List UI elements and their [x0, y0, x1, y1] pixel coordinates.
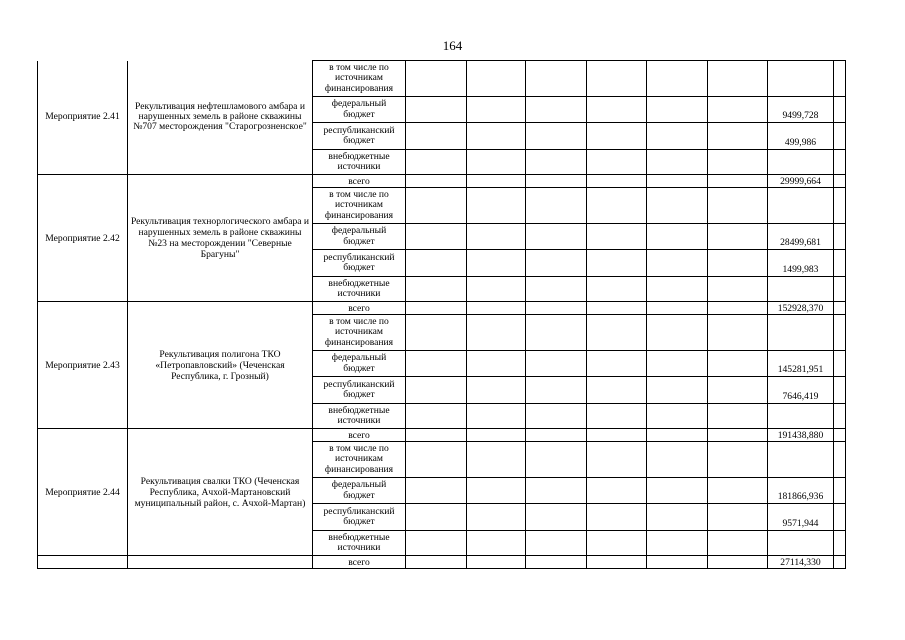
- source-label: федеральный бюджет: [313, 478, 406, 504]
- total-cell: 27114,330: [768, 556, 834, 569]
- source-label: республиканский бюджет: [313, 123, 406, 150]
- table-row: [38, 61, 846, 97]
- source-label: в том числе по источникам финансирования: [313, 442, 406, 478]
- measure-title: Рекультивация полигона ТКО «Петропавловский» (Чеченская Республика, г. Грозный): [128, 302, 313, 429]
- value-cell: 7646,419: [768, 377, 834, 404]
- value-cell: 499,986: [768, 123, 834, 150]
- source-label: республиканский бюджет: [313, 250, 406, 277]
- measure-title: [128, 556, 313, 569]
- value-cell: 145281,951: [768, 351, 834, 377]
- measure-title: Рекультивация свалки ТКО (Чеченская Республика, Ачхой-Мартановский муниципальный район, с. Ачхой-Мартан): [128, 429, 313, 556]
- measure-cell: Мероприятие 2.44: [38, 429, 128, 556]
- source-label: в том числе по источникам финансирования: [313, 315, 406, 351]
- total-cell: 191438,880: [768, 429, 834, 442]
- value-cell: 9571,944: [768, 504, 834, 531]
- total-cell: 29999,664: [768, 175, 834, 188]
- table-row: [38, 175, 846, 188]
- table-body: [38, 61, 846, 569]
- value-cell: 181866,936: [768, 478, 834, 504]
- table-row: [38, 302, 846, 315]
- table-row: [38, 556, 846, 569]
- measure-cell: Мероприятие 2.42: [38, 175, 128, 302]
- source-label: федеральный бюджет: [313, 351, 406, 377]
- measure-cell: Мероприятие 2.43: [38, 302, 128, 429]
- total-cell: 152928,370: [768, 302, 834, 315]
- page-number: 164: [442, 38, 463, 53]
- source-label: всего: [313, 429, 406, 442]
- source-label: внебюджетные источники: [313, 277, 406, 302]
- source-label: в том числе по источникам финансирования: [313, 61, 406, 97]
- table-row: [38, 429, 846, 442]
- value-cell: 9499,728: [768, 97, 834, 123]
- measure-cell: Мероприятие 2.41: [38, 61, 128, 175]
- source-label: в том числе по источникам финансирования: [313, 188, 406, 224]
- measure-title: Рекультивация нефтешламового амбара и нарушенных земель в районе скважины №707 месторождения "Старогрозненское": [128, 61, 313, 175]
- source-label: всего: [313, 302, 406, 315]
- value-cell: 28499,681: [768, 224, 834, 250]
- source-label: республиканский бюджет: [313, 377, 406, 404]
- measure-title: Рекультивация технорлогического амбара и нарушенных земель в районе скважины №23 на месторождении "Северные Брагуны": [128, 175, 313, 302]
- source-label: федеральный бюджет: [313, 97, 406, 123]
- source-label: внебюджетные источники: [313, 531, 406, 556]
- value-cell: 1499,983: [768, 250, 834, 277]
- measure-cell: [38, 556, 128, 569]
- source-label: всего: [313, 556, 406, 569]
- source-label: республиканский бюджет: [313, 504, 406, 531]
- budget-table: [37, 60, 846, 569]
- source-label: федеральный бюджет: [313, 224, 406, 250]
- source-label: внебюджетные источники: [313, 150, 406, 175]
- source-label: внебюджетные источники: [313, 404, 406, 429]
- source-label: всего: [313, 175, 406, 188]
